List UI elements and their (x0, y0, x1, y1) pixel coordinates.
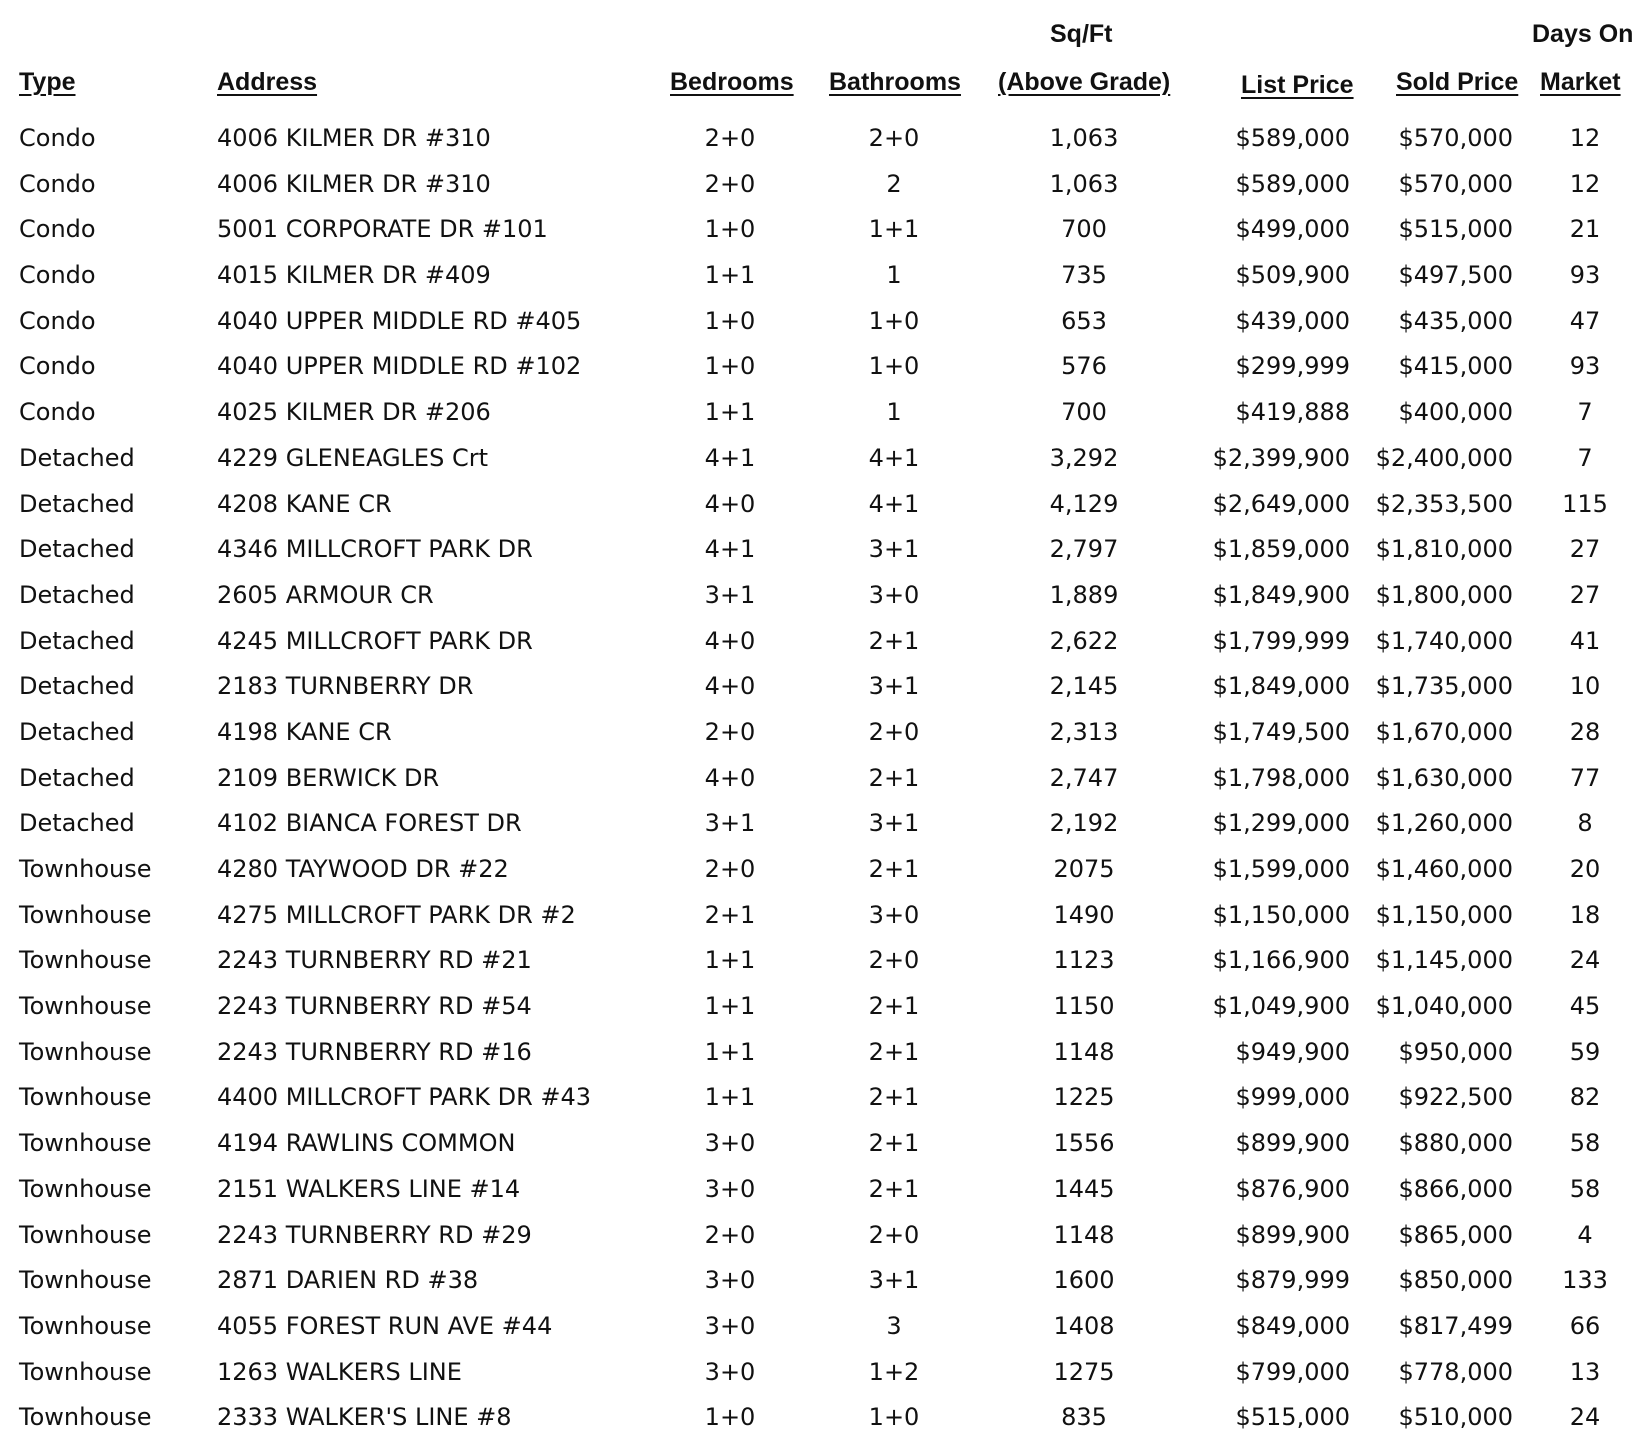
cell-bathrooms: 3+1 (868, 535, 920, 564)
cell-bedrooms: 2+0 (704, 124, 756, 152)
cell-bedrooms: 3+0 (704, 1174, 756, 1203)
cell-type: Condo (19, 398, 96, 427)
cell-address: 4194 RAWLINS COMMON (217, 1129, 516, 1158)
cell-sqft: 1225 (1053, 1083, 1115, 1112)
cell-days-on-market: 66 (1569, 1311, 1601, 1340)
cell-sold-price: $435,000 (1398, 306, 1513, 335)
table-row (0, 1075, 1650, 1121)
table-row (0, 1395, 1650, 1441)
cell-sold-price: $400,000 (1398, 398, 1513, 427)
cell-days-on-market: 41 (1569, 626, 1601, 655)
cell-sqft: 1,063 (1049, 169, 1119, 198)
cell-list-price: $899,900 (1235, 1220, 1350, 1249)
cell-bedrooms: 3+0 (704, 1311, 756, 1340)
cell-sqft: 1123 (1053, 946, 1115, 975)
table-row (0, 299, 1650, 345)
cell-address: 1263 WALKERS LINE (217, 1357, 462, 1386)
cell-address: 4229 GLENEAGLES Crt (217, 443, 488, 472)
cell-address: 2243 TURNBERRY RD #16 (217, 1037, 532, 1066)
cell-address: 4006 KILMER DR #310 (217, 169, 491, 198)
cell-type: Townhouse (19, 1311, 152, 1340)
cell-sqft: 1,063 (1049, 124, 1119, 152)
cell-sqft: 4,129 (1049, 489, 1119, 518)
cell-sold-price: $570,000 (1398, 169, 1513, 198)
cell-sold-price: $415,000 (1398, 352, 1513, 381)
cell-sqft: 1148 (1053, 1037, 1115, 1066)
cell-days-on-market: 93 (1569, 352, 1601, 381)
cell-sqft: 1490 (1053, 900, 1115, 929)
cell-bathrooms: 2+0 (868, 124, 920, 152)
cell-bedrooms: 2+0 (704, 855, 756, 883)
cell-days-on-market: 59 (1569, 1037, 1601, 1066)
cell-days-on-market: 12 (1569, 124, 1601, 152)
cell-sqft: 1408 (1053, 1311, 1115, 1340)
cell-sqft: 1445 (1053, 1174, 1115, 1203)
cell-type: Townhouse (19, 1174, 152, 1203)
cell-list-price: $1,049,900 (1212, 992, 1350, 1021)
cell-sqft: 653 (1061, 306, 1107, 335)
cell-days-on-market: 82 (1569, 1083, 1601, 1112)
cell-bedrooms: 4+0 (704, 626, 756, 655)
cell-type: Detached (19, 809, 135, 838)
cell-sqft: 2075 (1053, 855, 1115, 883)
cell-list-price: $419,888 (1235, 398, 1350, 427)
cell-bedrooms: 1+0 (704, 352, 756, 381)
cell-bedrooms: 2+0 (704, 169, 756, 198)
table-row (0, 1167, 1650, 1213)
cell-sold-price: $865,000 (1398, 1220, 1513, 1249)
cell-type: Townhouse (19, 1037, 152, 1066)
cell-sqft: 2,622 (1049, 626, 1119, 655)
table-row (0, 619, 1650, 665)
cell-list-price: $509,900 (1235, 261, 1350, 290)
cell-days-on-market: 8 (1577, 809, 1593, 838)
cell-address: 4025 KILMER DR #206 (217, 398, 491, 427)
table-row (0, 1030, 1650, 1076)
cell-days-on-market: 58 (1569, 1129, 1601, 1158)
cell-bathrooms: 3+1 (868, 1266, 920, 1295)
cell-bathrooms: 3+1 (868, 809, 920, 838)
cell-bedrooms: 3+1 (704, 809, 756, 838)
cell-address: 4275 MILLCROFT PARK DR #2 (217, 900, 576, 929)
cell-type: Condo (19, 169, 96, 198)
table-row (0, 1213, 1650, 1259)
cell-sqft: 735 (1061, 261, 1107, 290)
cell-bathrooms: 3+1 (868, 672, 920, 701)
cell-type: Townhouse (19, 1083, 152, 1112)
cell-type: Detached (19, 535, 135, 564)
cell-bedrooms: 2+0 (704, 717, 756, 746)
cell-list-price: $1,799,999 (1212, 626, 1350, 655)
cell-bedrooms: 4+0 (704, 672, 756, 701)
table-row (0, 162, 1650, 208)
cell-list-price: $899,900 (1235, 1129, 1350, 1158)
cell-bedrooms: 4+0 (704, 489, 756, 518)
cell-sold-price: $817,499 (1398, 1311, 1513, 1340)
cell-bathrooms: 1+1 (868, 215, 920, 244)
cell-sold-price: $1,810,000 (1375, 535, 1513, 564)
header-sqft-line1: Sq/Ft (1050, 20, 1113, 48)
table-row (0, 482, 1650, 528)
cell-sold-price: $1,460,000 (1375, 855, 1513, 883)
cell-bathrooms: 3+0 (868, 580, 920, 609)
cell-days-on-market: 93 (1569, 261, 1601, 290)
cell-bedrooms: 3+0 (704, 1129, 756, 1158)
cell-type: Townhouse (19, 1220, 152, 1249)
cell-address: 2151 WALKERS LINE #14 (217, 1174, 521, 1203)
cell-sold-price: $1,145,000 (1375, 946, 1513, 975)
cell-bedrooms: 1+0 (704, 306, 756, 335)
cell-bathrooms: 4+1 (868, 489, 920, 518)
cell-bedrooms: 4+1 (704, 535, 756, 564)
cell-type: Condo (19, 124, 96, 152)
table-row (0, 1121, 1650, 1167)
cell-type: Townhouse (19, 855, 152, 883)
header-bedrooms: Bedrooms (670, 68, 794, 96)
cell-type: Detached (19, 626, 135, 655)
header-dom-line2: Market (1540, 68, 1621, 96)
cell-list-price: $949,900 (1235, 1037, 1350, 1066)
cell-bathrooms: 4+1 (868, 443, 920, 472)
cell-days-on-market: 20 (1569, 855, 1601, 883)
table-row (0, 938, 1650, 984)
cell-bedrooms: 1+0 (704, 1403, 756, 1432)
cell-type: Townhouse (19, 946, 152, 975)
cell-list-price: $499,000 (1235, 215, 1350, 244)
cell-sqft: 1275 (1053, 1357, 1115, 1386)
cell-sold-price: $1,150,000 (1375, 900, 1513, 929)
cell-type: Detached (19, 672, 135, 701)
cell-list-price: $799,000 (1235, 1357, 1350, 1386)
cell-bathrooms: 2+1 (868, 763, 920, 792)
cell-list-price: $879,999 (1235, 1266, 1350, 1295)
cell-bedrooms: 1+1 (704, 946, 756, 975)
cell-type: Detached (19, 489, 135, 518)
cell-type: Townhouse (19, 1403, 152, 1432)
cell-list-price: $299,999 (1235, 352, 1350, 381)
cell-address: 2183 TURNBERRY DR (217, 672, 474, 701)
cell-sold-price: $1,800,000 (1375, 580, 1513, 609)
cell-sold-price: $778,000 (1398, 1357, 1513, 1386)
cell-address: 4006 KILMER DR #310 (217, 124, 491, 152)
cell-sold-price: $1,740,000 (1375, 626, 1513, 655)
cell-list-price: $1,749,500 (1212, 717, 1350, 746)
cell-days-on-market: 47 (1569, 306, 1601, 335)
cell-list-price: $2,399,900 (1212, 443, 1350, 472)
table-row (0, 1304, 1650, 1350)
cell-sqft: 1,889 (1049, 580, 1119, 609)
cell-sold-price: $2,353,500 (1375, 489, 1513, 518)
cell-sold-price: $2,400,000 (1375, 443, 1513, 472)
cell-address: 4346 MILLCROFT PARK DR (217, 535, 533, 564)
cell-sold-price: $1,040,000 (1375, 992, 1513, 1021)
cell-type: Detached (19, 717, 135, 746)
cell-sqft: 2,797 (1049, 535, 1119, 564)
cell-sqft: 2,145 (1049, 672, 1119, 701)
table-row (0, 527, 1650, 573)
table-row (0, 1258, 1650, 1304)
cell-type: Condo (19, 352, 96, 381)
cell-list-price: $1,599,000 (1212, 855, 1350, 883)
cell-days-on-market: 24 (1569, 946, 1601, 975)
cell-type: Condo (19, 261, 96, 290)
cell-bedrooms: 1+1 (704, 1083, 756, 1112)
cell-days-on-market: 133 (1562, 1266, 1608, 1295)
cell-bathrooms: 2 (886, 169, 902, 198)
cell-type: Townhouse (19, 900, 152, 929)
cell-sqft: 1148 (1053, 1220, 1115, 1249)
cell-list-price: $439,000 (1235, 306, 1350, 335)
header-address: Address (217, 68, 318, 96)
cell-sold-price: $1,670,000 (1375, 717, 1513, 746)
cell-bedrooms: 1+1 (704, 992, 756, 1021)
header-sqft-line2: (Above Grade) (998, 68, 1171, 96)
cell-type: Detached (19, 763, 135, 792)
cell-address: 2333 WALKER'S LINE #8 (217, 1403, 512, 1432)
cell-sqft: 2,747 (1049, 763, 1119, 792)
header-bathrooms: Bathrooms (829, 68, 961, 96)
cell-list-price: $1,859,000 (1212, 535, 1350, 564)
table-row (0, 710, 1650, 756)
cell-bathrooms: 2+1 (868, 1129, 920, 1158)
cell-sold-price: $1,260,000 (1375, 809, 1513, 838)
cell-list-price: $999,000 (1235, 1083, 1350, 1112)
cell-sqft: 700 (1061, 215, 1107, 244)
cell-days-on-market: 45 (1569, 992, 1601, 1021)
cell-list-price: $1,849,900 (1212, 580, 1350, 609)
cell-days-on-market: 13 (1569, 1357, 1601, 1386)
cell-type: Detached (19, 443, 135, 472)
cell-bathrooms: 2+1 (868, 1174, 920, 1203)
cell-bedrooms: 3+1 (704, 580, 756, 609)
table-row (0, 1350, 1650, 1396)
cell-days-on-market: 27 (1569, 535, 1601, 564)
cell-sqft: 700 (1061, 398, 1107, 427)
cell-address: 4015 KILMER DR #409 (217, 261, 491, 290)
cell-sold-price: $850,000 (1398, 1266, 1513, 1295)
cell-days-on-market: 10 (1569, 672, 1601, 701)
cell-days-on-market: 21 (1569, 215, 1601, 244)
cell-type: Townhouse (19, 1129, 152, 1158)
cell-list-price: $515,000 (1235, 1403, 1350, 1432)
cell-sqft: 3,292 (1049, 443, 1119, 472)
cell-days-on-market: 28 (1569, 717, 1601, 746)
cell-type: Townhouse (19, 1266, 152, 1295)
cell-address: 2243 TURNBERRY RD #21 (217, 946, 532, 975)
cell-days-on-market: 115 (1562, 489, 1608, 518)
cell-bedrooms: 1+1 (704, 261, 756, 290)
cell-sold-price: $1,735,000 (1375, 672, 1513, 701)
cell-sqft: 1556 (1053, 1129, 1115, 1158)
cell-bathrooms: 1+2 (868, 1357, 920, 1386)
cell-bedrooms: 2+0 (704, 1220, 756, 1249)
cell-sqft: 1150 (1053, 992, 1115, 1021)
cell-sold-price: $570,000 (1398, 124, 1513, 152)
cell-bedrooms: 3+0 (704, 1357, 756, 1386)
cell-type: Condo (19, 306, 96, 335)
table-row (0, 116, 1650, 162)
cell-bathrooms: 2+0 (868, 1220, 920, 1249)
cell-sqft: 835 (1061, 1403, 1107, 1432)
table-row (0, 573, 1650, 619)
cell-address: 4102 BIANCA FOREST DR (217, 809, 522, 838)
cell-sold-price: $880,000 (1398, 1129, 1513, 1158)
cell-sqft: 1600 (1053, 1266, 1115, 1295)
table-row (0, 253, 1650, 299)
cell-bedrooms: 2+1 (704, 900, 756, 929)
cell-address: 4055 FOREST RUN AVE #44 (217, 1311, 553, 1340)
cell-address: 4198 KANE CR (217, 717, 392, 746)
cell-days-on-market: 77 (1569, 763, 1601, 792)
header-dom-line1: Days On (1532, 20, 1634, 48)
cell-bathrooms: 2+0 (868, 717, 920, 746)
cell-bathrooms: 1+0 (868, 306, 920, 335)
cell-list-price: $849,000 (1235, 1311, 1350, 1340)
cell-list-price: $2,649,000 (1212, 489, 1350, 518)
table-row (0, 207, 1650, 253)
cell-list-price: $1,299,000 (1212, 809, 1350, 838)
cell-address: 4245 MILLCROFT PARK DR (217, 626, 533, 655)
cell-list-price: $589,000 (1235, 169, 1350, 198)
cell-address: 2109 BERWICK DR (217, 763, 440, 792)
cell-sold-price: $950,000 (1398, 1037, 1513, 1066)
cell-bathrooms: 1 (886, 261, 902, 290)
table-row (0, 344, 1650, 390)
cell-sold-price: $1,630,000 (1375, 763, 1513, 792)
table-row (0, 664, 1650, 710)
cell-bathrooms: 2+1 (868, 1083, 920, 1112)
table-row (0, 847, 1650, 893)
cell-bathrooms: 3+0 (868, 900, 920, 929)
table-row (0, 801, 1650, 847)
cell-address: 5001 CORPORATE DR #101 (217, 215, 548, 244)
cell-bedrooms: 1+0 (704, 215, 756, 244)
header-type: Type (19, 68, 76, 96)
table-row (0, 436, 1650, 482)
cell-sqft: 576 (1061, 352, 1107, 381)
cell-bathrooms: 2+1 (868, 992, 920, 1021)
cell-address: 2871 DARIEN RD #38 (217, 1266, 479, 1295)
table-row (0, 984, 1650, 1030)
cell-sold-price: $497,500 (1398, 261, 1513, 290)
cell-sold-price: $510,000 (1398, 1403, 1513, 1432)
cell-bedrooms: 4+0 (704, 763, 756, 792)
cell-days-on-market: 27 (1569, 580, 1601, 609)
cell-type: Condo (19, 215, 96, 244)
cell-sqft: 2,192 (1049, 809, 1119, 838)
cell-address: 2243 TURNBERRY RD #54 (217, 992, 532, 1021)
cell-bathrooms: 2+1 (868, 1037, 920, 1066)
cell-bathrooms: 3 (886, 1311, 902, 1340)
cell-bedrooms: 1+1 (704, 1037, 756, 1066)
table-row (0, 893, 1650, 939)
cell-days-on-market: 24 (1569, 1403, 1601, 1432)
cell-bathrooms: 2+0 (868, 946, 920, 975)
cell-days-on-market: 7 (1577, 398, 1593, 427)
cell-bedrooms: 3+0 (704, 1266, 756, 1295)
cell-days-on-market: 4 (1577, 1220, 1593, 1249)
cell-list-price: $1,150,000 (1212, 900, 1350, 929)
cell-bathrooms: 1 (886, 398, 902, 427)
cell-bathrooms: 1+0 (868, 1403, 920, 1432)
cell-address: 4400 MILLCROFT PARK DR #43 (217, 1083, 592, 1112)
cell-bathrooms: 2+1 (868, 855, 920, 883)
cell-address: 4040 UPPER MIDDLE RD #405 (217, 306, 582, 335)
cell-list-price: $876,900 (1235, 1174, 1350, 1203)
cell-days-on-market: 58 (1569, 1174, 1601, 1203)
cell-sold-price: $922,500 (1398, 1083, 1513, 1112)
cell-list-price: $1,849,000 (1212, 672, 1350, 701)
header-sold-price: Sold Price (1396, 68, 1519, 96)
table-body (0, 116, 1650, 1441)
cell-days-on-market: 7 (1577, 443, 1593, 472)
cell-type: Townhouse (19, 992, 152, 1021)
cell-days-on-market: 12 (1569, 169, 1601, 198)
cell-list-price: $1,166,900 (1212, 946, 1350, 975)
cell-list-price: $1,798,000 (1212, 763, 1350, 792)
cell-address: 2605 ARMOUR CR (217, 580, 434, 609)
cell-address: 4208 KANE CR (217, 489, 392, 518)
cell-sold-price: $515,000 (1398, 215, 1513, 244)
cell-address: 4280 TAYWOOD DR #22 (217, 855, 509, 883)
cell-address: 4040 UPPER MIDDLE RD #102 (217, 352, 582, 381)
cell-type: Detached (19, 580, 135, 609)
cell-bedrooms: 1+1 (704, 398, 756, 427)
cell-bedrooms: 4+1 (704, 443, 756, 472)
cell-days-on-market: 18 (1569, 900, 1601, 929)
cell-address: 2243 TURNBERRY RD #29 (217, 1220, 532, 1249)
cell-type: Townhouse (19, 1357, 152, 1386)
header-list-price: List Price (1241, 71, 1354, 99)
table-row (0, 390, 1650, 436)
cell-sold-price: $866,000 (1398, 1174, 1513, 1203)
cell-sqft: 2,313 (1049, 717, 1119, 746)
table-row (0, 756, 1650, 802)
cell-list-price: $589,000 (1235, 124, 1350, 152)
cell-bathrooms: 2+1 (868, 626, 920, 655)
cell-bathrooms: 1+0 (868, 352, 920, 381)
